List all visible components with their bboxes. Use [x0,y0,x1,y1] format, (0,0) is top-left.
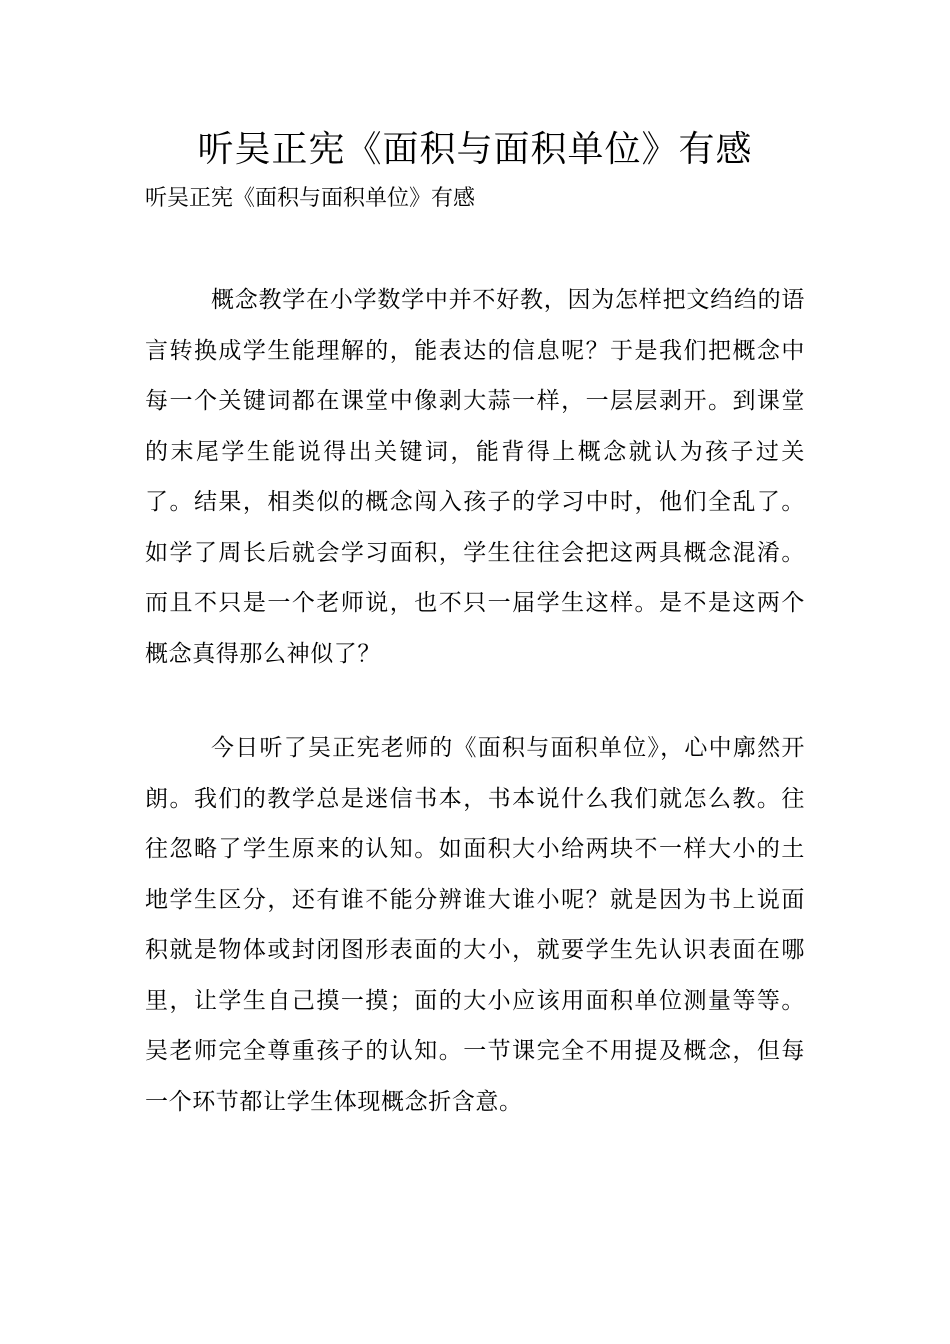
document-title: 听吴正宪《面积与面积单位》有感 [197,129,753,170]
paragraph-2: 今日听了吴正宪老师的《面积与面积单位》，心中廓然开朗。我们的教学总是迷信书本，书本说什么我们就怎么教。往往忽略了学生原来的认知。如面积大小给两块不一样大小的土地学生区分，还有谁不能分辨谁大谁小呢？就是因为书上说面积就是物体或封闭图形表面的大小，就要学生先认识表面在哪里，让学生自己摸一摸；面的大小应该用面积单位测量等等。吴老师完全尊重孩子的认知。一节课完全不用提及概念，但每一个环节都让学生体现概念折含意。 [145,735,805,1115]
paragraph-1: 概念教学在小学数学中并不好教，因为怎样把文绉绉的语言转换成学生能理解的，能表达的信息呢？于是我们把概念中每一个关键词都在课堂中像剥大蒜一样，一层层剥开。到课堂的末尾学生能说得出关键词，能背得上概念就认为孩子过关了。结果，相类似的概念闯入孩子的学习中时，他们全乱了。如学了周长后就会学习面积，学生往往会把这两具概念混淆。而且不只是一个老师说，也不只一届学生这样。是不是这两个概念真得那么神似了？ [145,287,805,667]
document-subtitle: 听吴正宪《面积与面积单位》有感 [145,186,476,211]
